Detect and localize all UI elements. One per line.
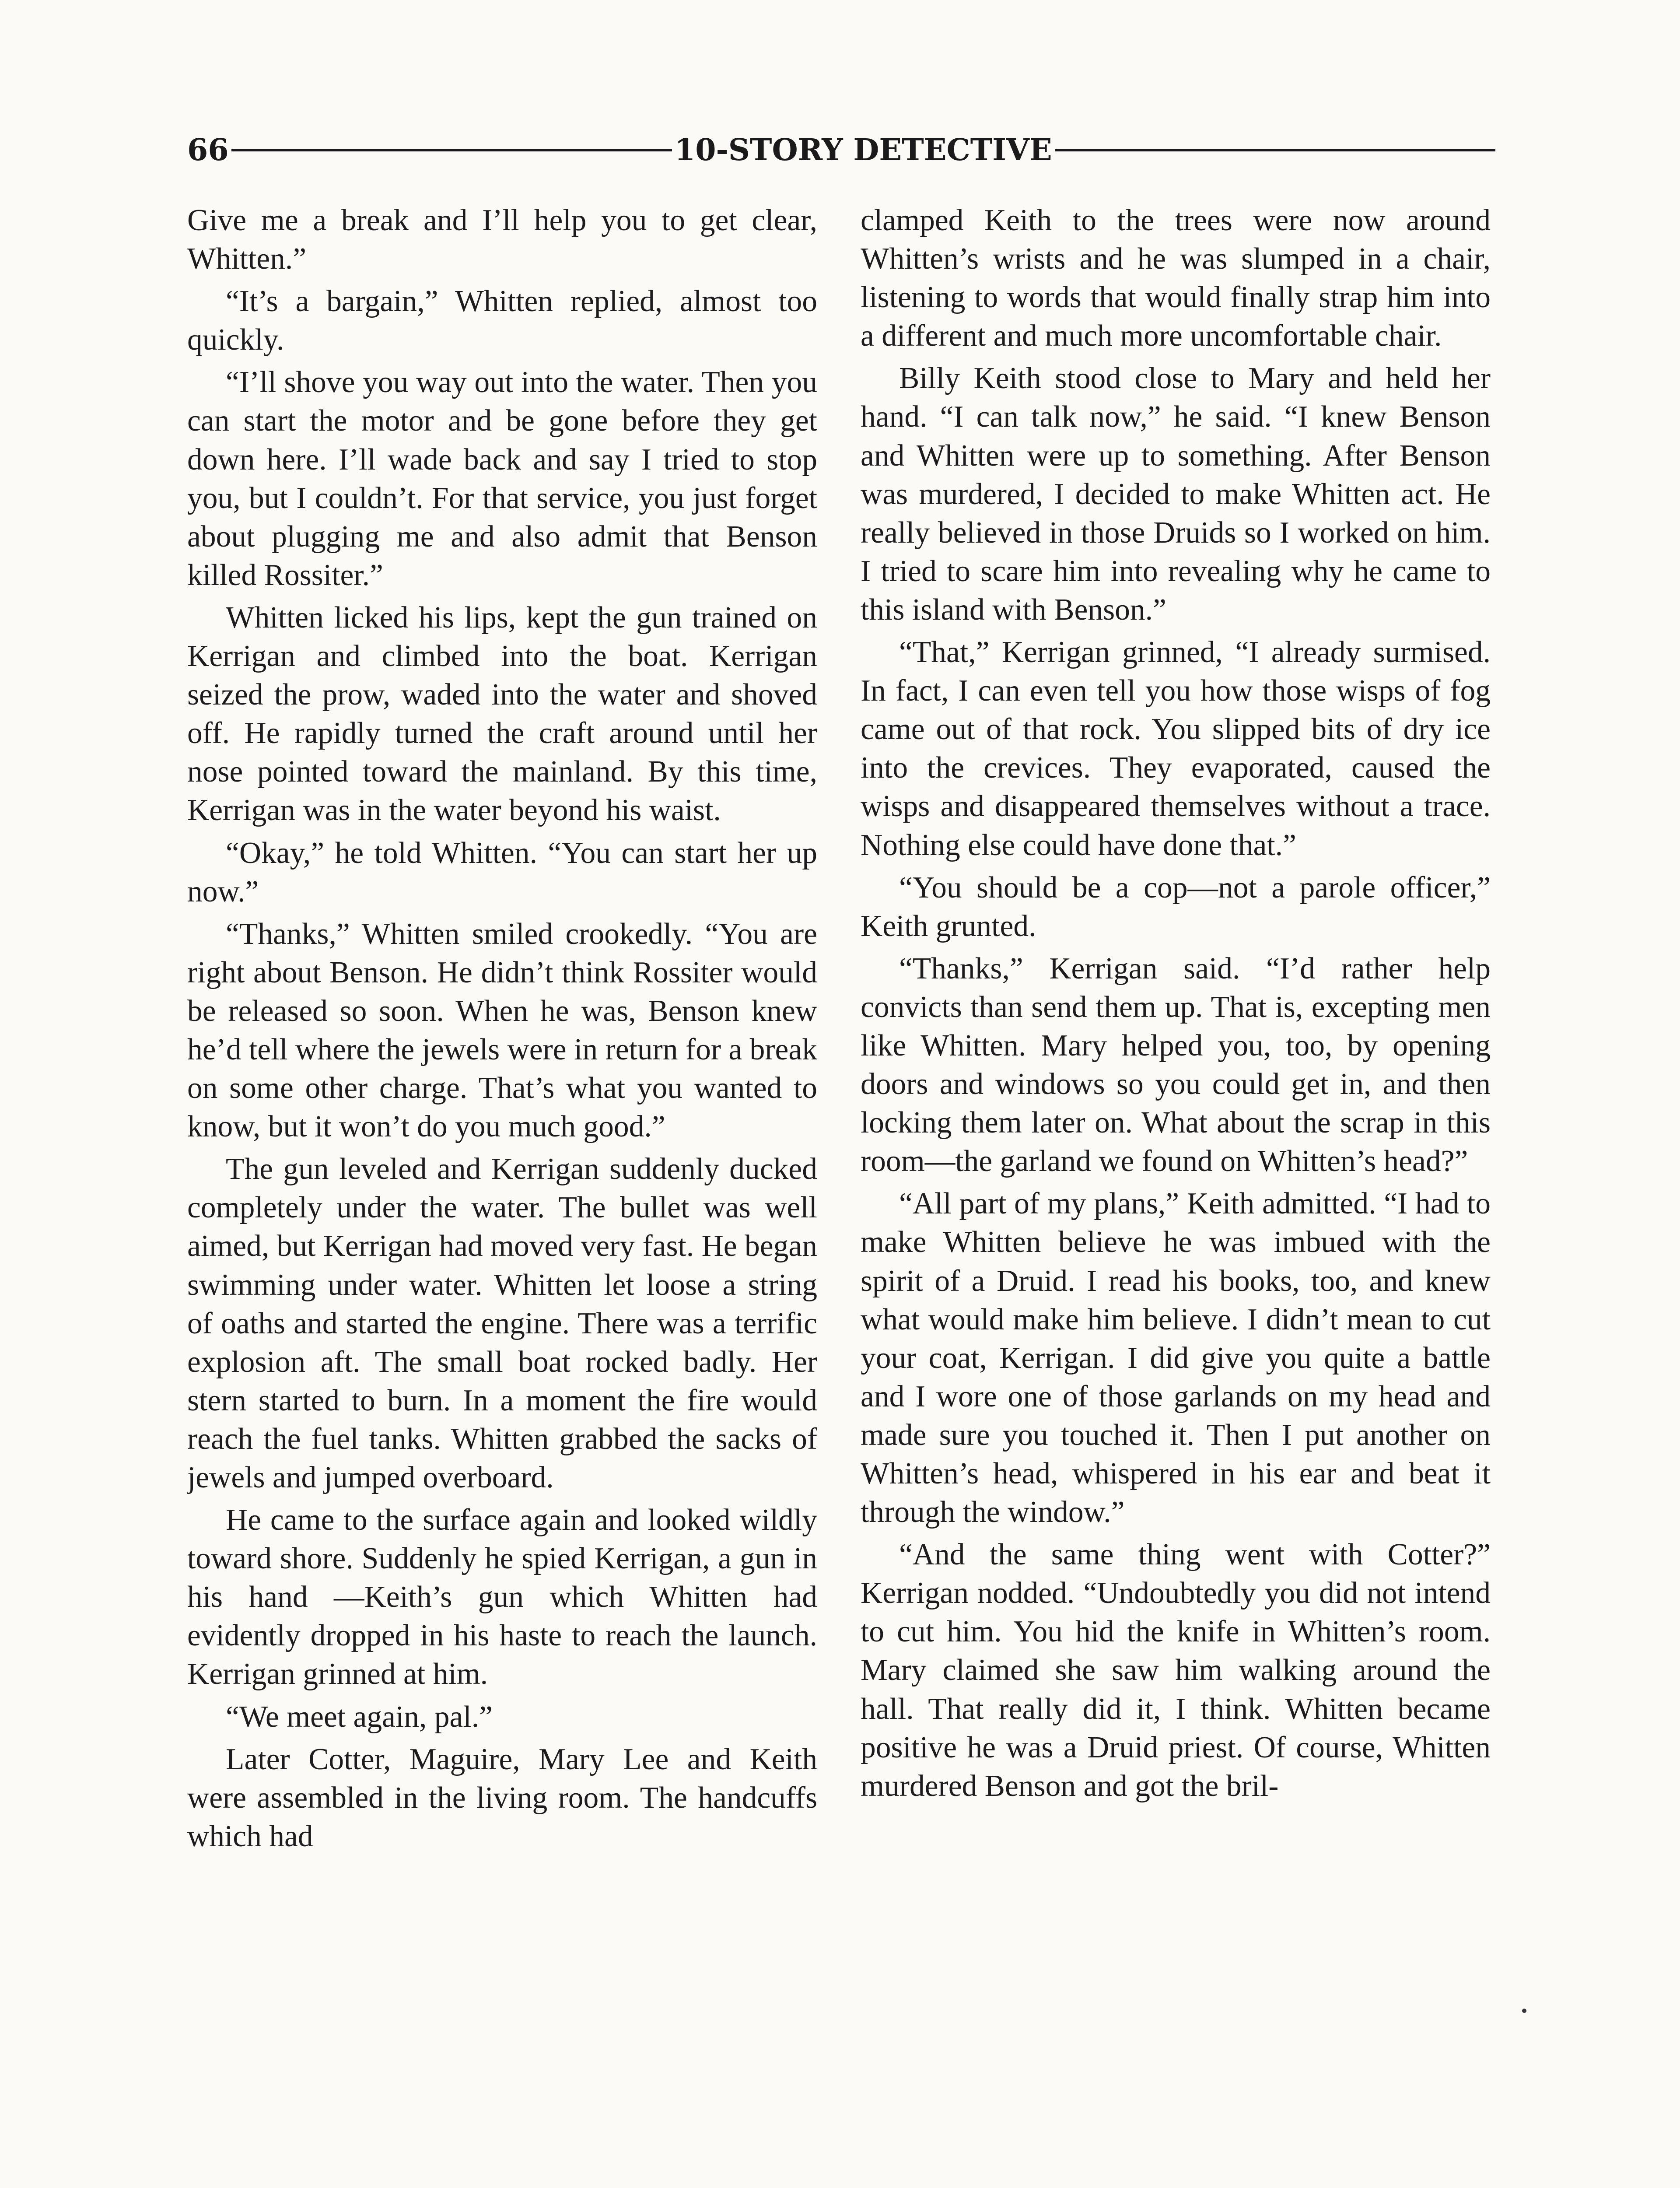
paragraph: “Thanks,” Whitten smiled crookedly. “You are right about Benson. He didn’t think Rossiter would be released so soon. When he was, Benson knew he’d tell where the jewels were in return for a break on some other charge. That’s what you wanted to know, but it won’t do you much good.”	[187, 917, 817, 1144]
paragraph: “All part of my plans,” Keith admitted. “I had to make Whitten believe he was imbued with the spirit of a Druid. I read his books, too, and knew what would make him believe. I didn’t mean to cut your coat, Kerrigan. I did give you quite a battle and I wore one of those garlands on my head and made sure you touched it. Then I put another on Whitten’s head, whispered in his ear and beat it through the window.”	[861, 1187, 1491, 1529]
paragraph: “That,” Kerrigan grinned, “I already surmised. In fact, I can even tell you how those wisps of fog came out of that rock. You slipped bits of dry ice into the crevices. They evaporated, caused the wisps and disappeared themselves without a trace. Nothing else could have done that.”	[861, 635, 1491, 862]
paragraph: clamped Keith to the trees were now around Whitten’s wrists and he was slumped in a chair, listening to words that would finally strap him into a different and much more uncomfortable chair.	[861, 203, 1491, 353]
paragraph: “Thanks,” Kerrigan said. “I’d rather help convicts than send them up. That is, excepting men like Whitten. Mary helped you, too, by opening doors and windows so you could get in, and then locking them later on. What about the scrap in this room—the garland we found on Whitten’s head?”	[861, 951, 1491, 1178]
paragraph: Later Cotter, Maguire, Mary Lee and Keith were assembled in the living room. The handcuffs which had	[187, 1742, 817, 1853]
magazine-title: 10-STORY DETECTIVE	[674, 133, 1052, 168]
paragraph: “We meet again, pal.”	[226, 1700, 493, 1734]
paragraph: The gun leveled and Kerrigan suddenly ducked completely under the water. The bullet was well aimed, but Kerrigan had moved very fast. He began swimming under water. Whitten let loose a string of oaths and started the engine. There was a terrific explosion aft. The small boat rocked badly. Her stern started to burn. In a moment the fire would reach the fuel tanks. Whitten grabbed the sacks of jewels and jumped overboard.	[187, 1152, 817, 1494]
header-rule-left	[231, 149, 672, 151]
paragraph: Billy Keith stood close to Mary and held her hand. “I can talk now,” he said. “I knew Benson and Whitten were up to something. After Benson was murdered, I decided to make Whitten act. He really believed in those Druids so I worked on him. I tried to scare him into revealing why he came to this island with Benson.”	[861, 361, 1491, 627]
paragraph: Give me a break and I’ll help you to get clear, Whitten.”	[187, 203, 817, 276]
left-text-column	[187, 201, 817, 2188]
page-number: 66	[187, 133, 229, 168]
stray-dot-mark	[1522, 2009, 1526, 2013]
running-header	[187, 126, 1495, 174]
right-text-column	[861, 201, 1491, 2188]
paragraph: “I’ll shove you way out into the water. Then you can start the motor and be gone before they get down here. I’ll wade back and say I tried to stop you, but I couldn’t. For that service, you just forget about plugging me and also admit that Benson killed Rossiter.”	[187, 365, 817, 592]
paragraph: “It’s a bargain,” Whitten replied, almost too quickly.	[187, 284, 817, 357]
paragraph: “Okay,” he told Whitten. “You can start her up now.”	[187, 836, 817, 908]
paragraph: “And the same thing went with Cotter?” Kerrigan nodded. “Undoubtedly you did not intend to cut him. You hid the knife in Whitten’s room. Mary claimed she saw him walking around the hall. That really did it, I think. Whitten became positive he was a Druid priest. Of course, Whitten murdered Benson and got the bril-	[861, 1538, 1491, 1803]
header-rule-right	[1055, 149, 1495, 151]
paragraph: Whitten licked his lips, kept the gun trained on Kerrigan and climbed into the boat. Kerrigan seized the prow, waded into the water and shoved off. He rapidly turned the craft around until her nose pointed toward the mainland. By this time, Kerrigan was in the water beyond his waist.	[187, 600, 817, 828]
paragraph: “You should be a cop—not a parole officer,” Keith grunted.	[861, 870, 1491, 943]
paragraph: He came to the surface again and looked wildly toward shore. Suddenly he spied Kerrigan, a gun in his hand —Keith’s gun which Whitten had evidently dropped in his haste to reach the launch. Kerrigan grinned at him.	[187, 1503, 817, 1691]
